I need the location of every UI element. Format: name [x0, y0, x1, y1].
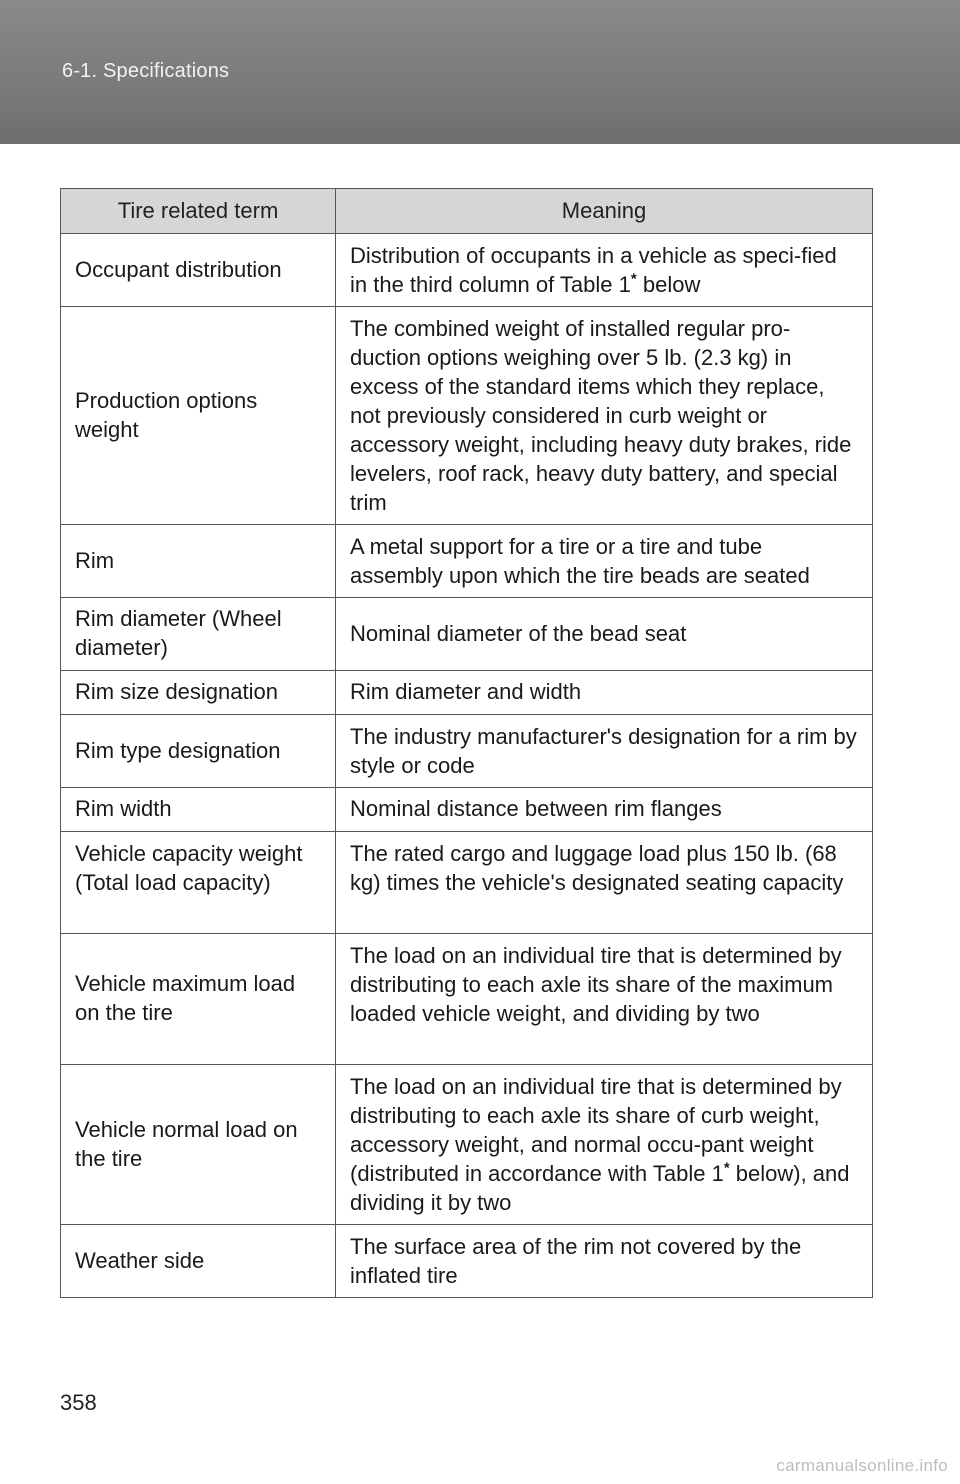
meaning-text: Nominal distance between rim flanges — [350, 796, 722, 821]
meaning-cell — [336, 934, 873, 1065]
asterisk-mark: * — [723, 1159, 730, 1177]
column-header-term: Tire related term — [61, 189, 336, 234]
term-cell: Rim size designation — [61, 671, 336, 715]
term-cell: Rim — [61, 525, 336, 598]
watermark: carmanualsonline.info — [776, 1456, 948, 1475]
tire-terms-table — [60, 188, 873, 1298]
meaning-text: The surface area of the rim not covered by the inflated tire — [350, 1234, 802, 1288]
term-cell: Production options weight — [61, 307, 336, 525]
meaning-text: Rim diameter and width — [350, 679, 582, 704]
term-cell: Rim diameter (Wheel diameter) — [61, 598, 336, 671]
meaning-text-tail: below — [636, 272, 701, 297]
table-row — [61, 234, 873, 307]
term-cell: Weather side — [61, 1225, 336, 1298]
meaning-text: The rated cargo and luggage load plus 150 lb. (68 kg) times the vehicle's designated seating capacity — [350, 841, 844, 895]
table-row — [61, 715, 873, 788]
meaning-cell — [336, 832, 873, 934]
meaning-text-tail: below), and dividing it by two — [350, 1161, 850, 1215]
page-number: 358 — [60, 1390, 97, 1415]
meaning-text: The load on an individual tire that is determined by distributing to each axle its share of curb weight, accessory weight, and normal occu-pant weight (distributed in accordance with Table 1 — [350, 1074, 842, 1186]
term-cell: Vehicle maximum load on the tire — [61, 934, 336, 1065]
column-header-meaning: Meaning — [336, 189, 873, 234]
meaning-cell — [336, 598, 873, 671]
meaning-text: Nominal diameter of the bead seat — [350, 620, 687, 646]
meaning-text: The load on an individual tire that is determined by distributing to each axle its share of the maximum loaded vehicle weight, and dividing by two — [350, 943, 842, 1026]
table-row — [61, 832, 873, 934]
table-row — [61, 671, 873, 715]
header-band — [0, 0, 960, 144]
table-header-row — [61, 189, 873, 234]
meaning-cell — [336, 525, 873, 598]
table-row — [61, 1225, 873, 1298]
term-cell: Vehicle capacity weight (Total load capacity) — [61, 832, 336, 934]
table-row — [61, 525, 873, 598]
term-cell: Rim type designation — [61, 715, 336, 788]
term-cell: Rim width — [61, 788, 336, 832]
meaning-cell — [336, 788, 873, 832]
meaning-cell — [336, 307, 873, 525]
section-title: 6-1. Specifications — [62, 60, 230, 82]
meaning-text: Distribution of occupants in a vehicle as speci-fied in the third column of Table 1 — [350, 243, 837, 297]
meaning-text: The combined weight of installed regular pro-duction options weighing over 5 lb. (2.3 kg) in excess of the standard items which they replace, not previously considered in curb weight or accessory weight, including heavy duty brakes, ride levelers, roof rack, heavy duty battery, and special trim — [350, 316, 852, 515]
meaning-text: A metal support for a tire or a tire and tube assembly upon which the tire beads are seated — [350, 534, 810, 588]
table-row — [61, 788, 873, 832]
meaning-cell — [336, 671, 873, 715]
table-row — [61, 598, 873, 671]
meaning-text: The industry manufacturer's designation for a rim by style or code — [350, 724, 857, 778]
table-row — [61, 934, 873, 1065]
term-cell: Occupant distribution — [61, 234, 336, 307]
table-row — [61, 307, 873, 525]
meaning-cell — [336, 1225, 873, 1298]
term-cell: Vehicle normal load on the tire — [61, 1065, 336, 1225]
meaning-cell — [336, 715, 873, 788]
meaning-cell — [336, 234, 873, 307]
meaning-cell — [336, 1065, 873, 1225]
table-row — [61, 1065, 873, 1225]
asterisk-mark: * — [630, 270, 637, 288]
